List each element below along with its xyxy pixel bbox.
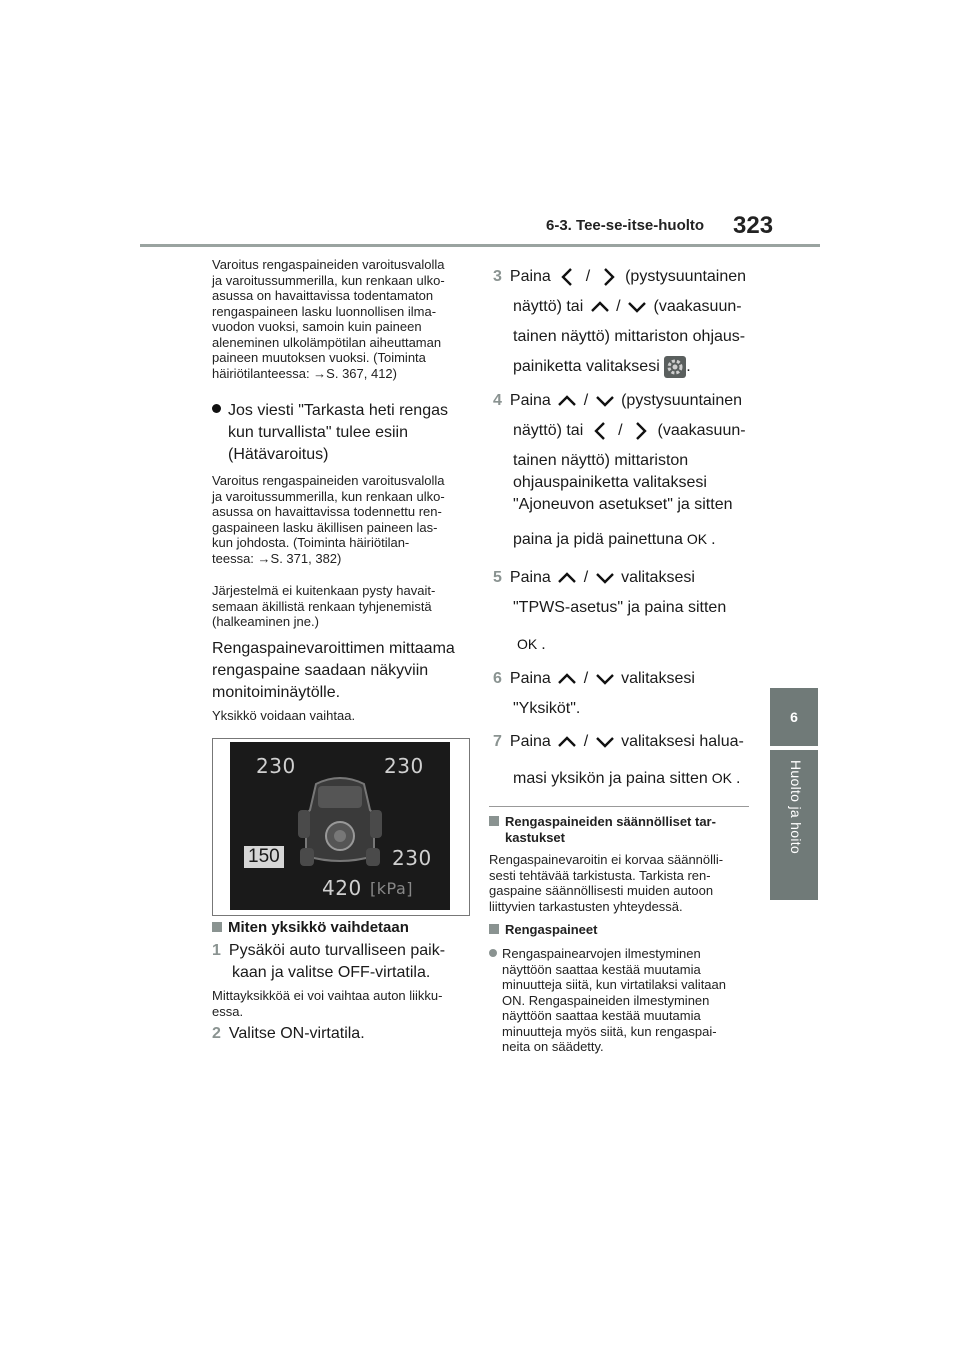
pressure-unit: [kPa] bbox=[370, 879, 413, 898]
chevron-up-icon bbox=[555, 392, 579, 410]
step-3: 3 Paina / (pystysuuntainen näyttö) tai / (vaakasuun- tainen näyttö) mittariston ohjaus- painiketta valitaksesi . bbox=[493, 262, 763, 382]
ok-button-icon: OK bbox=[517, 636, 538, 652]
pressure-front-left: 230 bbox=[256, 754, 296, 778]
chevron-right-icon bbox=[595, 266, 621, 288]
chevron-down-icon bbox=[593, 733, 617, 751]
tire-pressure-display bbox=[230, 742, 450, 910]
chevron-down-icon bbox=[625, 298, 649, 316]
step-4: 4 Paina / (pystysuuntainen näyttö) tai / (vaakasuun- tainen näyttö) mittariston ohjauspainiketta valitaksesi "Ajoneuvon asetukset" ja sitten paina ja pidä painettuna OK . bbox=[493, 386, 763, 555]
pressure-rear-right: 230 bbox=[392, 846, 432, 870]
step-1: 1 Pysäköi auto turvalliseen paik- kaan ja valitse OFF-virtatila. bbox=[212, 942, 446, 981]
tire-pressures-body: Rengaspainearvojen ilmestyminen näyttöön saattaa kestää muutamia minuutteja siitä, kun virtatilaksi valitaan ON. Rengaspaineiden ilmestyminen näyttöön saattaa kestää muutamia minuutteja myös siitä, kun rengaspai- neita on säädetty. bbox=[489, 946, 759, 1055]
bullet-dot-icon bbox=[489, 949, 497, 957]
square-marker-icon bbox=[489, 924, 499, 934]
chevron-down-icon bbox=[593, 569, 617, 587]
section-divider bbox=[489, 806, 749, 807]
pressure-rear-left-low: 150 bbox=[244, 846, 284, 868]
chevron-down-icon bbox=[593, 670, 617, 688]
square-marker-icon bbox=[212, 922, 222, 932]
subheading-regular-checks: Rengaspaineiden säännölliset tar- kastukset bbox=[489, 814, 759, 845]
chevron-down-icon bbox=[593, 392, 617, 410]
vehicle-rear-icon bbox=[294, 770, 386, 872]
warning-paragraph-1: Varoitus rengaspaineiden varoitusvalolla ja varoitussummerilla, kun renkaan ulko- asussa on havaittavissa todentamaton rengaspaineen lasku luonnollisen ilma- vuodon vuoksi, samoin kuin paineen aleneminen ulkolämpötilan aiheuttaman paineen muutoksen vuoksi. (Toiminta häiriötilanteessa: →S. 367, 412) bbox=[212, 257, 445, 381]
unit-note: Yksikkö voidaan vaihtaa. bbox=[212, 708, 356, 723]
chevron-up-icon bbox=[555, 670, 579, 688]
chapter-tab-label: Huolto ja hoito bbox=[788, 760, 804, 855]
chevron-left-icon bbox=[555, 266, 581, 288]
warning-paragraph-2: Varoitus rengaspaineiden varoitusvalolla ja varoitussummerilla, kun renkaan ulko- asussa on havaittavissa todennettu ren- gaspaineen lasku äkillisen paineen las- kun johdosta. (Toiminta häiriötilan- teessa: →S. 371, 382) bbox=[212, 473, 445, 566]
header-rule bbox=[140, 244, 820, 247]
display-paragraph: Rengaspainevaroittimen mittaama rengaspaine saadaan näkyviin monitoiminäytölle. bbox=[212, 640, 455, 701]
section-title: 6-3. Tee-se-itse-huolto bbox=[546, 217, 705, 234]
chevron-up-icon bbox=[555, 569, 579, 587]
chevron-up-icon bbox=[555, 733, 579, 751]
ok-button-icon: OK bbox=[686, 531, 708, 547]
bullet-dot-icon bbox=[212, 404, 221, 413]
step-7: 7 Paina / valitaksesi halua- masi yksikön ja paina sitten OK . bbox=[493, 727, 763, 794]
step-2: 2 Valitse ON-virtatila. bbox=[212, 1025, 365, 1042]
chevron-up-icon bbox=[588, 298, 612, 316]
page-number: 323 bbox=[733, 212, 774, 239]
subheading-tire-pressures: Rengaspaineet bbox=[489, 922, 759, 938]
step-6: 6 Paina / valitaksesi "Yksiköt". bbox=[493, 670, 695, 717]
chevron-left-icon bbox=[588, 420, 614, 442]
bullet-emergency: Jos viesti "Tarkasta heti rengas kun turvallista" tulee esiin (Hätävaroitus) bbox=[212, 400, 474, 466]
chapter-tab-number: 6 bbox=[770, 688, 818, 746]
pressure-spare: 420 bbox=[322, 876, 362, 900]
regular-checks-body: Rengaspainevaroitin ei korvaa säännölli- sesti tehtävää tarkistusta. Tarkista ren- gaspaine säännöllisesti muiden autoon liittyvien tarkastusten yhteydessä. bbox=[489, 852, 724, 914]
square-marker-icon bbox=[489, 816, 499, 826]
step-5: 5 Paina / valitaksesi "TPWS-asetus" ja paina sitten OK . bbox=[493, 563, 763, 660]
chevron-right-icon bbox=[627, 420, 653, 442]
pressure-front-right: 230 bbox=[384, 754, 424, 778]
ok-button-icon: OK bbox=[711, 770, 732, 786]
warning-paragraph-3: Järjestelmä ei kuitenkaan pysty havait- semaan äkillistä renkaan tyhjenemistä (halkeaminen jne.) bbox=[212, 583, 436, 629]
settings-gear-icon bbox=[664, 356, 686, 378]
subheading-change-unit: Miten yksikkö vaihdetaan bbox=[212, 917, 474, 939]
step-1-note: Mittayksikköä ei voi vaihtaa auton liikku- essa. bbox=[212, 988, 443, 1019]
